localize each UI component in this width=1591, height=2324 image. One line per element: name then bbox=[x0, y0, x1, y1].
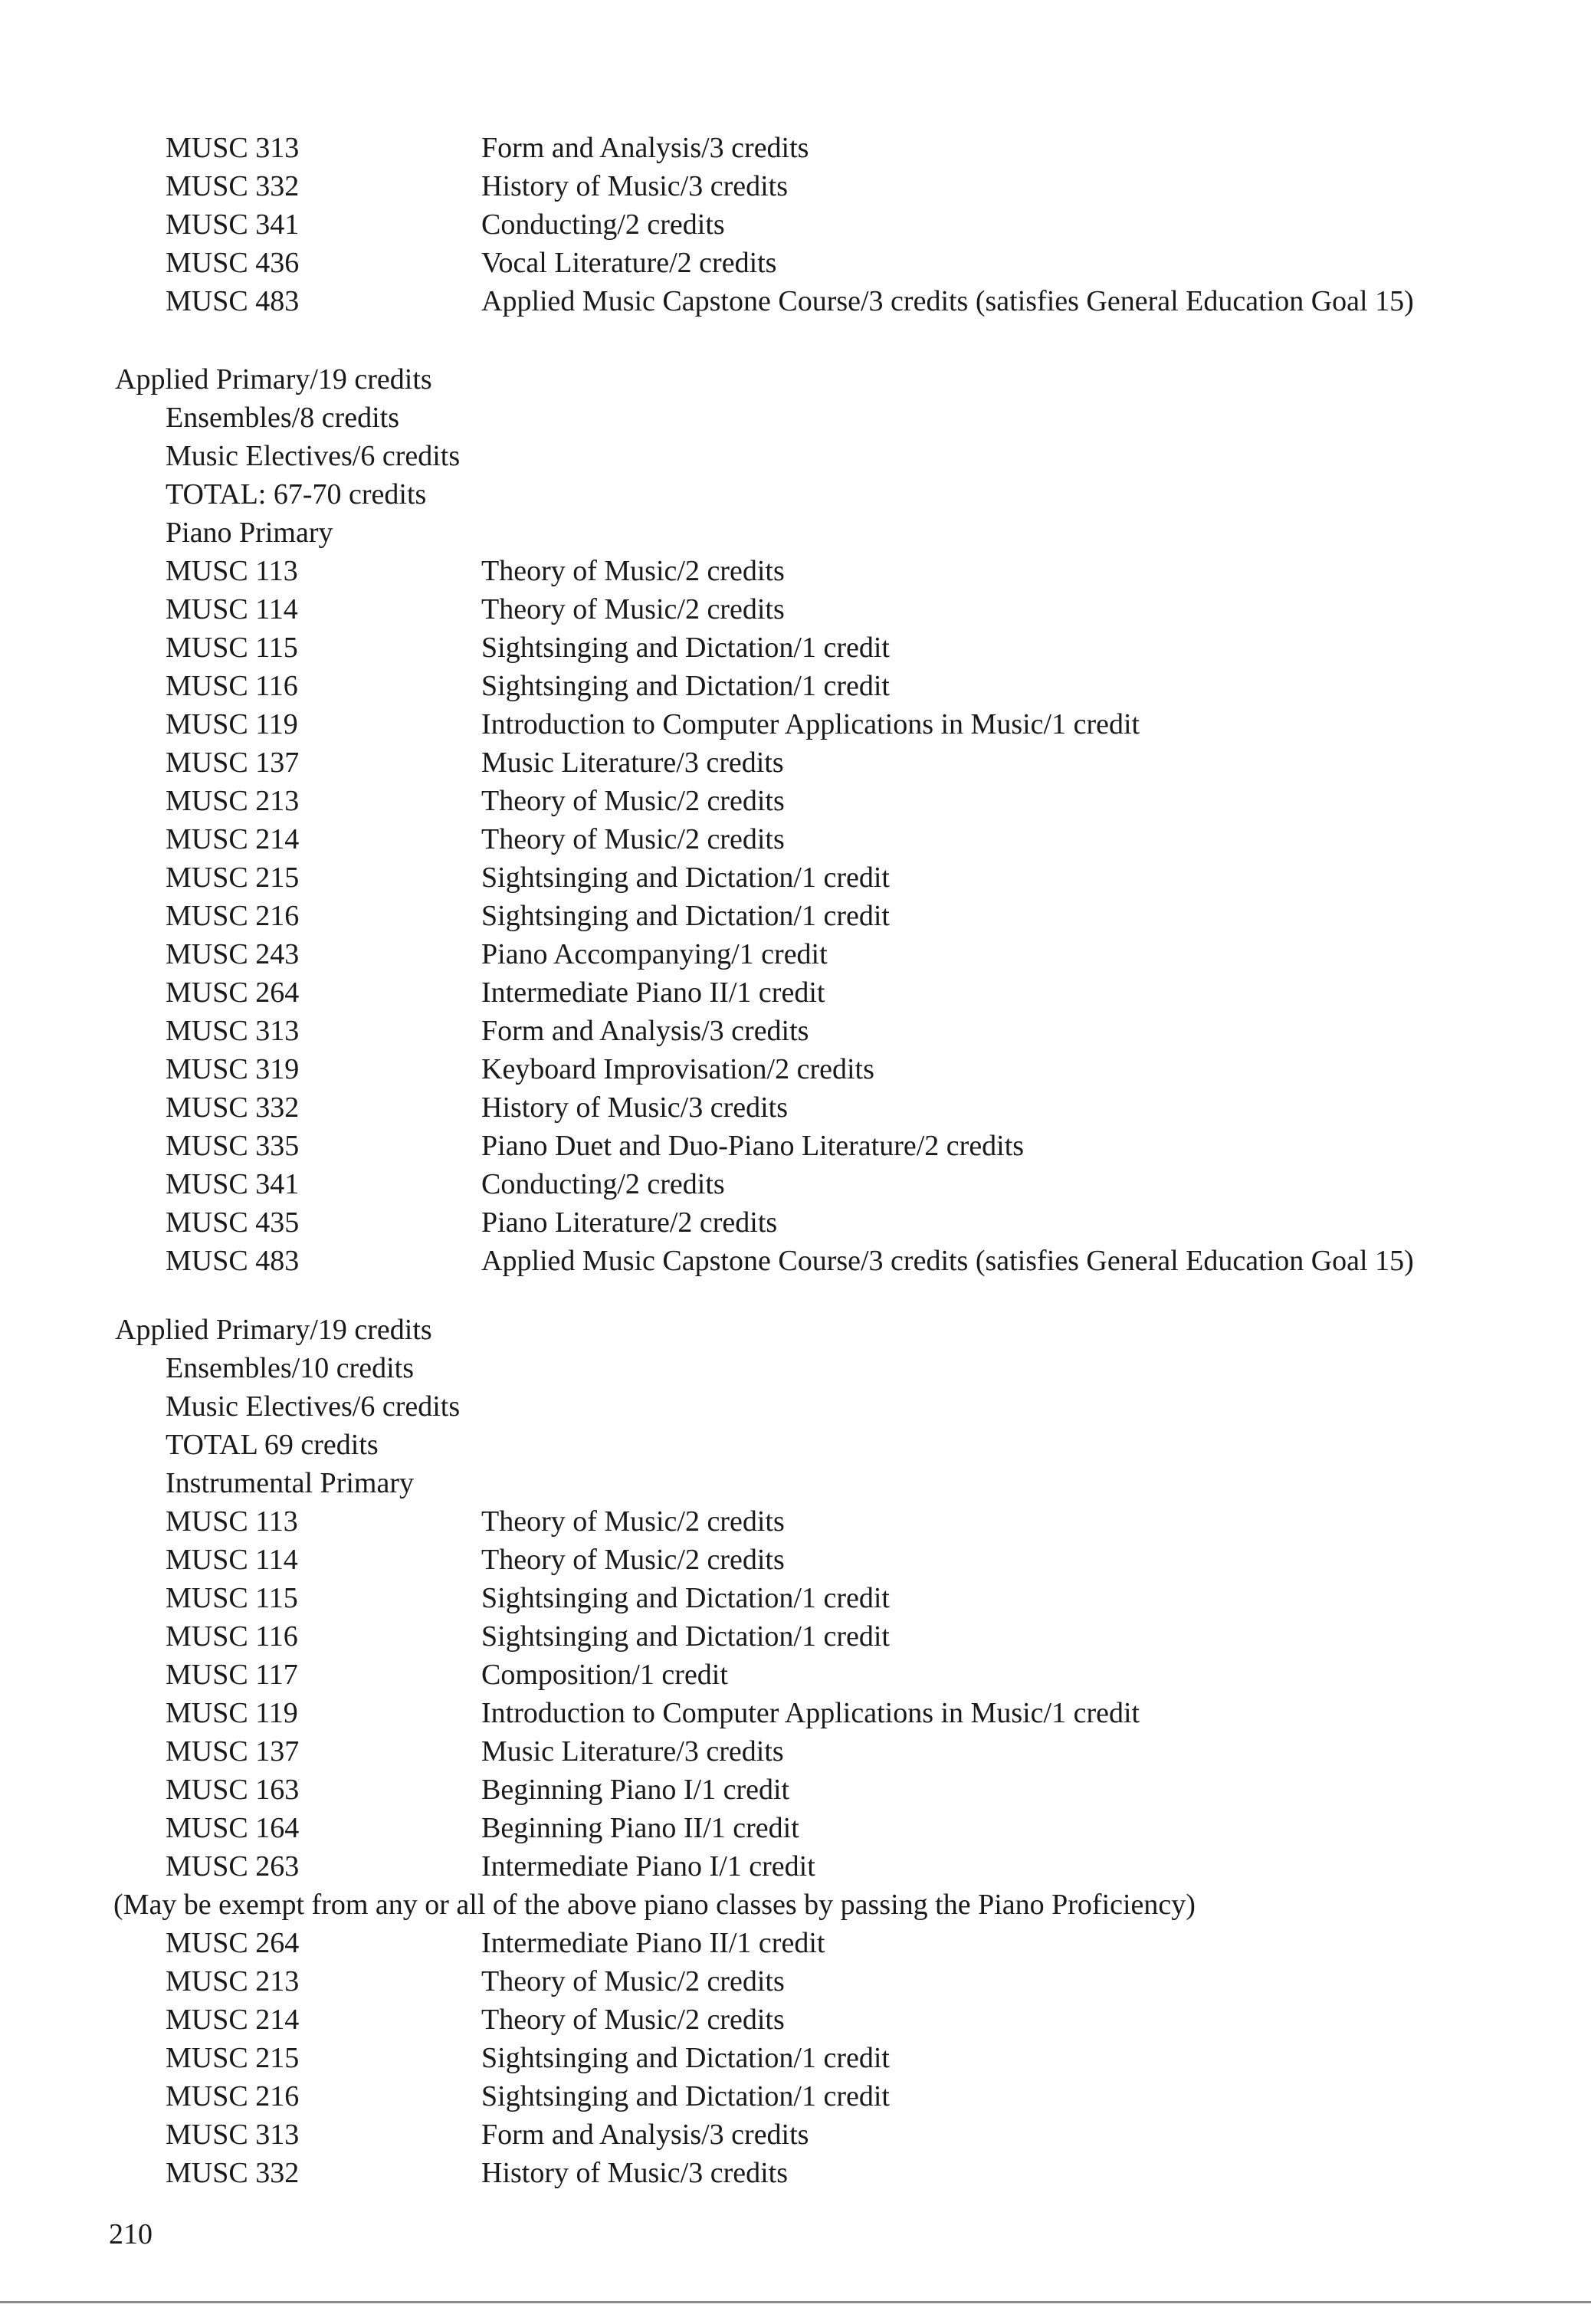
course-description: Theory of Music/2 credits bbox=[481, 2004, 785, 2036]
course-description: Form and Analysis/3 credits bbox=[481, 132, 809, 164]
course-code: MUSC 483 bbox=[166, 285, 300, 317]
course-description: Music Literature/3 credits bbox=[481, 747, 784, 779]
course-description: History of Music/3 credits bbox=[481, 1091, 789, 1124]
course-description: Sightsinging and Dictation/1 credit bbox=[481, 670, 890, 702]
course-code: MUSC 113 bbox=[166, 555, 298, 587]
course-description: Keyboard Improvisation/2 credits bbox=[481, 1053, 874, 1085]
course-code: MUSC 119 bbox=[166, 708, 298, 740]
course-code: MUSC 137 bbox=[166, 1735, 300, 1768]
course-code: MUSC 137 bbox=[166, 747, 300, 779]
course-description: Sightsinging and Dictation/1 credit bbox=[481, 900, 890, 932]
course-description: Intermediate Piano II/1 credit bbox=[481, 1927, 825, 1959]
course-code: MUSC 213 bbox=[166, 1965, 300, 1997]
course-description: Sightsinging and Dictation/1 credit bbox=[481, 2080, 890, 2112]
course-code: MUSC 243 bbox=[166, 938, 300, 970]
course-description: Conducting/2 credits bbox=[481, 1168, 725, 1200]
course-description: Sightsinging and Dictation/1 credit bbox=[481, 2042, 890, 2074]
course-code: MUSC 216 bbox=[166, 2080, 300, 2112]
course-code: MUSC 483 bbox=[166, 1245, 300, 1277]
course-description: Sightsinging and Dictation/1 credit bbox=[481, 1620, 890, 1653]
page-number: 210 bbox=[109, 2218, 153, 2250]
music-electives-credits: Music Electives/6 credits bbox=[166, 440, 461, 472]
total-credits: TOTAL: 67-70 credits bbox=[166, 478, 427, 510]
course-description: Piano Literature/2 credits bbox=[481, 1206, 778, 1239]
applied-primary-credits: Applied Primary/19 credits bbox=[115, 1314, 432, 1346]
course-description: Theory of Music/2 credits bbox=[481, 1965, 785, 1997]
course-description: Introduction to Computer Applications in Music/1 credit bbox=[481, 708, 1140, 740]
course-code: MUSC 435 bbox=[166, 1206, 300, 1239]
course-code: MUSC 216 bbox=[166, 900, 300, 932]
course-code: MUSC 319 bbox=[166, 1053, 300, 1085]
course-description: Sightsinging and Dictation/1 credit bbox=[481, 1582, 890, 1614]
course-description: Theory of Music/2 credits bbox=[481, 823, 785, 855]
course-code: MUSC 332 bbox=[166, 2157, 300, 2189]
piano-proficiency-note: (May be exempt from any or all of the above piano classes by passing the Piano Proficiency) bbox=[113, 1889, 1196, 1921]
course-description: Intermediate Piano II/1 credit bbox=[481, 977, 825, 1009]
course-description: Form and Analysis/3 credits bbox=[481, 2119, 809, 2151]
course-code: MUSC 332 bbox=[166, 170, 300, 202]
course-code: MUSC 116 bbox=[166, 1620, 298, 1653]
course-description: Piano Accompanying/1 credit bbox=[481, 938, 828, 970]
course-description: Applied Music Capstone Course/3 credits (satisfies General Education Goal 15) bbox=[481, 1245, 1414, 1277]
course-code: MUSC 117 bbox=[166, 1659, 298, 1691]
section-heading-instrumental-primary: Instrumental Primary bbox=[166, 1467, 414, 1499]
course-description: Piano Duet and Duo-Piano Literature/2 credits bbox=[481, 1130, 1025, 1162]
course-code: MUSC 332 bbox=[166, 1091, 300, 1124]
course-description: Theory of Music/2 credits bbox=[481, 555, 785, 587]
course-description: Intermediate Piano I/1 credit bbox=[481, 1850, 815, 1883]
course-code: MUSC 263 bbox=[166, 1850, 300, 1883]
applied-primary-credits: Applied Primary/19 credits bbox=[115, 363, 432, 396]
total-credits: TOTAL 69 credits bbox=[166, 1429, 379, 1461]
course-code: MUSC 163 bbox=[166, 1774, 300, 1806]
course-description: Theory of Music/2 credits bbox=[481, 1505, 785, 1538]
course-description: Music Literature/3 credits bbox=[481, 1735, 784, 1768]
course-description: Beginning Piano I/1 credit bbox=[481, 1774, 790, 1806]
course-description: Applied Music Capstone Course/3 credits (satisfies General Education Goal 15) bbox=[481, 285, 1414, 317]
course-code: MUSC 313 bbox=[166, 1015, 300, 1047]
course-code: MUSC 335 bbox=[166, 1130, 300, 1162]
course-code: MUSC 215 bbox=[166, 862, 300, 894]
section-heading-piano-primary: Piano Primary bbox=[166, 517, 333, 549]
course-code: MUSC 214 bbox=[166, 2004, 300, 2036]
course-description: Sightsinging and Dictation/1 credit bbox=[481, 862, 890, 894]
course-description: History of Music/3 credits bbox=[481, 170, 789, 202]
course-code: MUSC 341 bbox=[166, 1168, 300, 1200]
footer-rule bbox=[0, 2301, 1591, 2303]
course-description: Form and Analysis/3 credits bbox=[481, 1015, 809, 1047]
course-description: Beginning Piano II/1 credit bbox=[481, 1812, 799, 1844]
course-description: Theory of Music/2 credits bbox=[481, 785, 785, 817]
music-electives-credits: Music Electives/6 credits bbox=[166, 1390, 461, 1423]
course-code: MUSC 119 bbox=[166, 1697, 298, 1729]
ensembles-credits: Ensembles/8 credits bbox=[166, 402, 399, 434]
course-code: MUSC 113 bbox=[166, 1505, 298, 1538]
course-code: MUSC 164 bbox=[166, 1812, 300, 1844]
course-code: MUSC 114 bbox=[166, 593, 298, 625]
course-description: Theory of Music/2 credits bbox=[481, 1544, 785, 1576]
course-code: MUSC 214 bbox=[166, 823, 300, 855]
course-code: MUSC 114 bbox=[166, 1544, 298, 1576]
course-description: Vocal Literature/2 credits bbox=[481, 247, 777, 279]
ensembles-credits: Ensembles/10 credits bbox=[166, 1352, 414, 1384]
course-code: MUSC 115 bbox=[166, 632, 298, 664]
course-code: MUSC 264 bbox=[166, 1927, 300, 1959]
course-description: Introduction to Computer Applications in Music/1 credit bbox=[481, 1697, 1140, 1729]
course-code: MUSC 313 bbox=[166, 132, 300, 164]
course-code: MUSC 115 bbox=[166, 1582, 298, 1614]
course-code: MUSC 215 bbox=[166, 2042, 300, 2074]
course-description: Theory of Music/2 credits bbox=[481, 593, 785, 625]
course-description: History of Music/3 credits bbox=[481, 2157, 789, 2189]
course-code: MUSC 264 bbox=[166, 977, 300, 1009]
course-code: MUSC 341 bbox=[166, 208, 300, 241]
course-description: Sightsinging and Dictation/1 credit bbox=[481, 632, 890, 664]
course-description: Composition/1 credit bbox=[481, 1659, 728, 1691]
course-code: MUSC 116 bbox=[166, 670, 298, 702]
course-code: MUSC 213 bbox=[166, 785, 300, 817]
course-description: Conducting/2 credits bbox=[481, 208, 725, 241]
course-code: MUSC 313 bbox=[166, 2119, 300, 2151]
course-code: MUSC 436 bbox=[166, 247, 300, 279]
